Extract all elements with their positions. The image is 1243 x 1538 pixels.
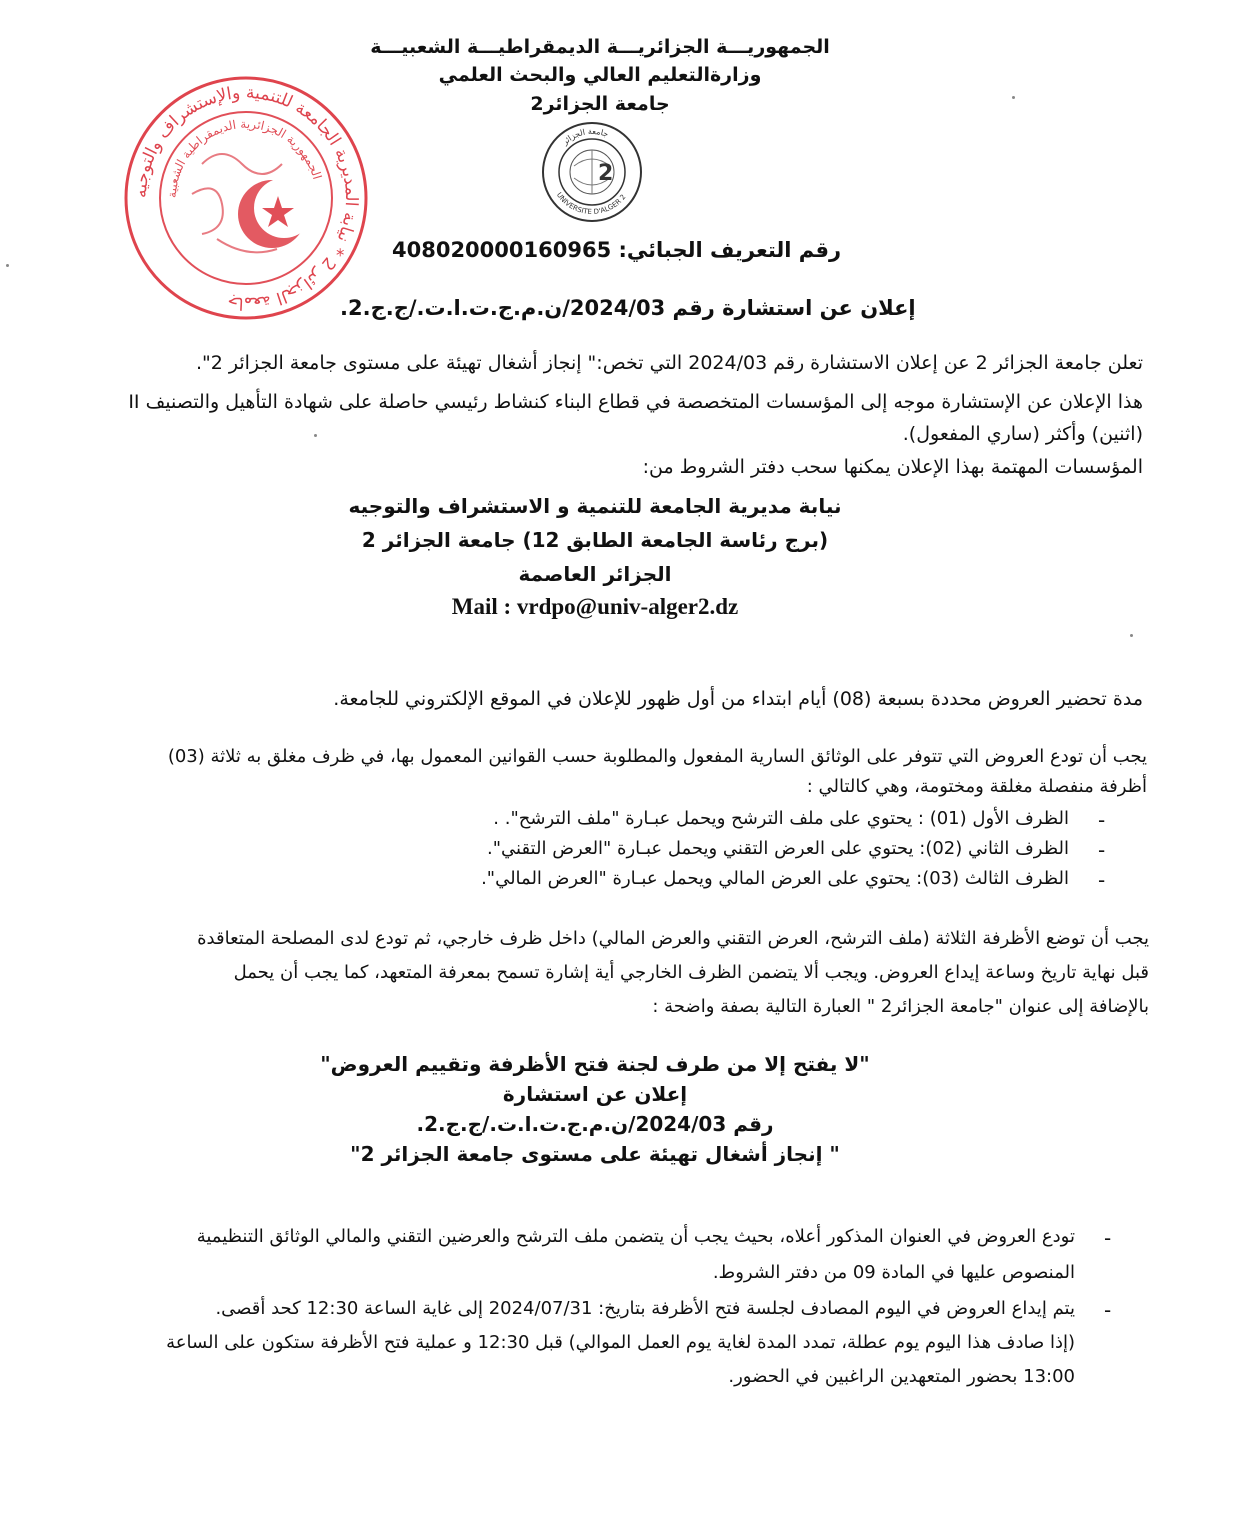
final-note-2-line-2: (إذا صادف هذا اليوم يوم عطلة، تمدد المدة لغاية يوم العمل الموالي) قبل 12:30 و عملية فتح الأظرفة ستكون على الساعة — [166, 1332, 1075, 1353]
final-note-1-line-2: المنصوص عليها في المادة 09 من دفتر الشروط. — [712, 1262, 1075, 1283]
envelope-text-line-3: رقم 2024/03/ن.م.ج.ت.ا.ت./ج.ج.2. — [416, 1112, 774, 1136]
envelope-item-1: الظرف الأول (01) : يحتوي على ملف الترشح ويحمل عبـارة "ملف الترشح". . — [493, 808, 1069, 829]
envelope-item-1-dash: - — [1098, 808, 1106, 832]
announcement-title: إعلان عن استشارة رقم 2024/03/ن.م.ج.ت.ا.ت./ج.ج.2. — [340, 296, 916, 320]
address-line-3: الجزائر العاصمة — [518, 562, 672, 586]
final-note-2-line-1: يتم إيداع العروض في اليوم المصادف لجلسة فتح الأظرفة بتاريخ: 2024/07/31 إلى غاية الساعة 12:30 كحد أقصى. — [215, 1298, 1075, 1319]
deposit-line-2: أظرفة منفصلة مغلقة ومختومة، وهي كالتالي : — [806, 776, 1147, 797]
envelope-item-2-dash: - — [1098, 838, 1106, 862]
intro-line-3: (اثنين) وأكثر (ساري المفعول). — [902, 423, 1143, 445]
header-university: جامعة الجزائر2 — [530, 93, 670, 115]
duration-text: مدة تحضير العروض محددة بسبعة (08) أيام ابتداء من أول ظهور للإعلان في الموقع الإلكتروني للجامعة. — [333, 688, 1143, 710]
tax-id-row — [392, 238, 841, 262]
final-note-1-dash: - — [1104, 1226, 1112, 1250]
envelope-line-2: قبل نهاية تاريخ وساعة إيداع العروض. ويجب ألا يتضمن الظرف الخارجي أية إشارة تسمح بمعرفة المتعهد، كما يجب أن يحمل — [233, 962, 1149, 983]
address-line-1: نيابة مديرية الجامعة للتنمية و الاستشراف والتوجيه — [348, 494, 842, 518]
envelope-item-2: الظرف الثاني (02): يحتوي على العرض التقني ويحمل عبـارة "العرض التقني". — [487, 838, 1069, 859]
address-line-2: (برج رئاسة الجامعة الطابق 12) جامعة الجزائر 2 — [361, 528, 829, 552]
header-republic: الجمهوريـــة الجزائريـــة الديمقراطيـــة الشعبيـــة — [370, 36, 830, 58]
logo-top-text: جامعة الجزائر — [560, 126, 610, 147]
stamp-outer-text: جامعة الجزائر 2 * نيابة المديرية الجامعة للتنمية والإستشراف والتوجيه — [130, 82, 362, 314]
envelope-text-line-4: " إنجاز أشغال تهيئة على مستوى جامعة الجزائر 2" — [350, 1142, 840, 1166]
scan-speck — [6, 264, 9, 267]
tax-id-value: 408020000160965 — [392, 238, 612, 262]
header-ministry: وزارةالتعليم العالي والبحث العلمي — [438, 64, 762, 86]
scan-speck — [314, 434, 317, 437]
scan-speck — [1130, 634, 1133, 637]
envelope-line-1: يجب أن توضع الأظرفة الثلاثة (ملف الترشح، العرض التقني والعرض المالي) داخل ظرف خارجي، ثم تودع لدى المصلحة المتعاقدة — [197, 928, 1149, 949]
final-note-1-line-1: تودع العروض في العنوان المذكور أعلاه، بحيث يجب أن يتضمن ملف الترشح والعرضين التقني والمالي الوثائق التنظيمية — [196, 1226, 1075, 1247]
logo-bottom-text: UNIVERSITE D'ALGER 2 — [554, 191, 628, 217]
envelope-line-3: بالإضافة إلى عنوان "جامعة الجزائر2 " العبارة التالية بصفة واضحة : — [652, 996, 1149, 1017]
university-logo-icon — [540, 120, 644, 224]
official-stamp-icon — [122, 74, 370, 322]
intro-line-4: المؤسسات المهتمة بهذا الإعلان يمكنها سحب دفتر الشروط من: — [642, 456, 1143, 478]
final-note-2-line-3: 13:00 بحضور المتعهدين الراغبين في الحضور. — [728, 1366, 1075, 1387]
tax-id-label: رقم التعريف الجبائي: — [618, 238, 842, 262]
intro-line-2: هذا الإعلان عن الإستشارة موجه إلى المؤسسات المتخصصة في قطاع البناء كنشاط رئيسي حاصلة على شهادة التأهيل والتصنيف II — [128, 391, 1143, 413]
logo-emblem-text: 2 — [598, 161, 614, 186]
scan-speck — [1012, 96, 1015, 99]
envelope-text-line-1: "لا يفتح إلا من طرف لجنة فتح الأظرفة وتقييم العروض" — [320, 1052, 870, 1076]
envelope-item-3: الظرف الثالث (03): يحتوي على العرض المالي ويحمل عبـارة "العرض المالي". — [481, 868, 1069, 889]
envelope-item-3-dash: - — [1098, 868, 1106, 892]
deposit-line-1: يجب أن تودع العروض التي تتوفر على الوثائق السارية المفعول والمطلوبة حسب القوانين المعمول بها، في ظرف مغلق به ثلاثة (03) — [167, 746, 1147, 767]
intro-line-1: تعلن جامعة الجزائر 2 عن إعلان الاستشارة رقم 2024/03 التي تخص:" إنجاز أشغال تهيئة على مستوى جامعة الجزائر 2". — [195, 352, 1143, 374]
envelope-text-line-2: إعلان عن استشارة — [502, 1082, 688, 1106]
address-mail: Mail : vrdpo@univ-alger2.dz — [451, 594, 739, 619]
final-note-2-dash: - — [1104, 1298, 1112, 1322]
stamp-inner-text: الجمهورية الجزائرية الديمقراطية الشعبية — [164, 116, 325, 199]
